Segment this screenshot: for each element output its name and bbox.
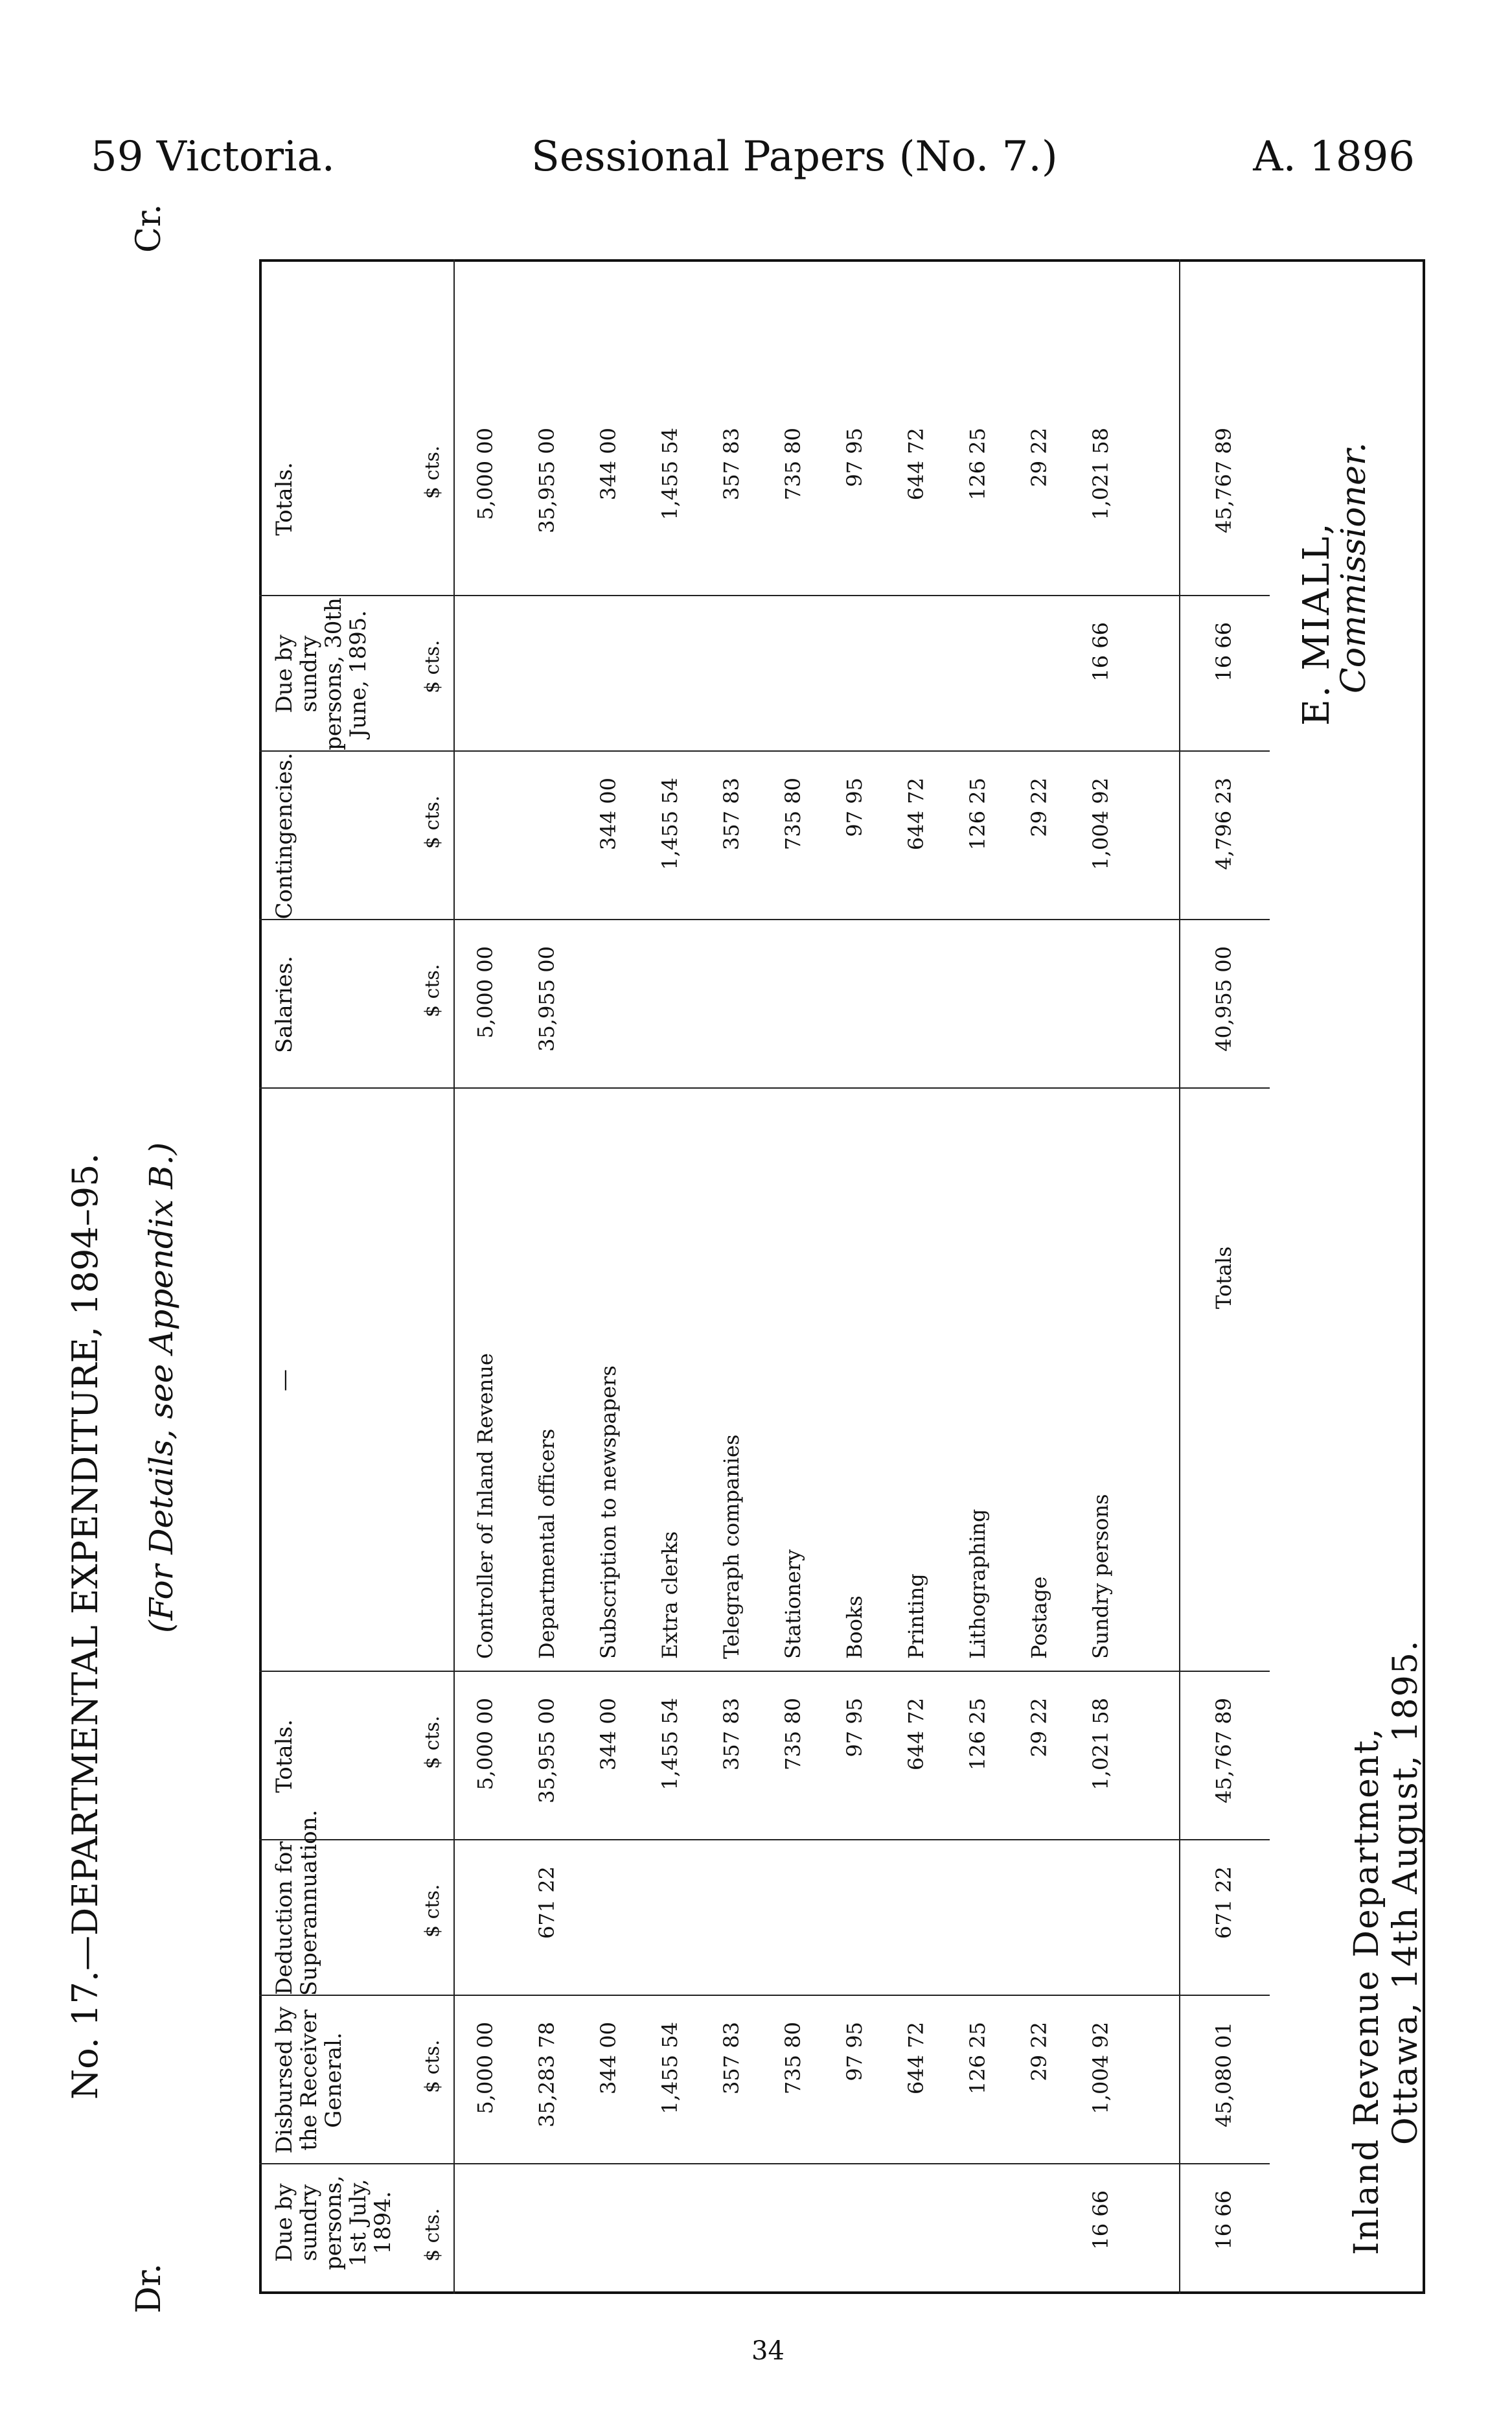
cell-totals-right: 1,021 58	[1088, 428, 1113, 520]
currency-label: $ cts.	[421, 795, 444, 849]
cell-contingencies: 344 00	[596, 778, 621, 850]
column-header-due-1895: Due by sundry persons, 30th June, 1895.	[271, 597, 371, 750]
cell-totals-right: 344 00	[596, 428, 621, 500]
rotated-table-area	[65, 203, 1425, 2313]
cell-contingencies: 126 25	[965, 778, 990, 850]
column-divider	[259, 1839, 1270, 1840]
cell-disbursed: 644 72	[904, 2022, 928, 2094]
cell-contingencies: 644 72	[904, 778, 928, 850]
currency-label: $ cts.	[421, 964, 444, 1017]
cell-disbursed: 357 83	[719, 2022, 744, 2094]
column-header-contingencies: Contingencies.	[271, 752, 297, 920]
cell-disbursed: 1,455 54	[658, 2022, 682, 2114]
cell-totals-right: 5,000 00	[473, 428, 498, 520]
document-subtitle: (For Details, see Appendix B.)	[143, 1142, 180, 1633]
cell-totals-left: 126 25	[965, 1698, 990, 1770]
debit-label: Dr.	[130, 2263, 168, 2313]
cell-disbursed: 1,004 92	[1088, 2022, 1113, 2114]
column-header-deduction: Deduction for Superannuation.	[271, 1809, 322, 1996]
cell-totals-left: 97 95	[842, 1698, 867, 1757]
cell-contingencies: 97 95	[842, 778, 867, 837]
cell-totals-left: 29 22	[1027, 1698, 1051, 1757]
cell-salaries: 5,000 00	[473, 946, 498, 1039]
total-contingencies: 4,796 23	[1211, 778, 1236, 870]
row-description: Departmental officers	[534, 1428, 559, 1659]
cell-totals-right: 644 72	[904, 428, 928, 500]
cell-totals-left: 1,021 58	[1088, 1698, 1113, 1790]
row-description: Telegraph companies	[719, 1434, 744, 1659]
credit-label: Cr.	[130, 203, 168, 253]
column-divider	[259, 1671, 1270, 1672]
total-disbursed: 45,080 01	[1211, 2022, 1236, 2127]
totals-rule	[1179, 259, 1180, 2294]
column-header-salaries: Salaries.	[271, 955, 297, 1054]
column-header-totals-right: Totals.	[271, 462, 297, 536]
department-name: Inland Revenue Department,	[1347, 1727, 1386, 2255]
cell-disbursed: 126 25	[965, 2022, 990, 2094]
column-header-due-1894: Due by sundry persons, 1st July, 1894.	[271, 2175, 396, 2271]
column-divider	[259, 2163, 1270, 2164]
row-description: Printing	[904, 1573, 928, 1659]
currency-label: $ cts.	[421, 2208, 444, 2262]
currency-label: $ cts.	[421, 1884, 444, 1938]
column-divider	[259, 919, 1270, 920]
cell-contingencies: 29 22	[1027, 778, 1051, 837]
cell-totals-right: 29 22	[1027, 428, 1051, 487]
column-header-totals-left: Totals.	[271, 1719, 297, 1793]
cell-disbursed: 97 95	[842, 2022, 867, 2081]
cell-salaries: 35,955 00	[534, 946, 559, 1052]
row-description: Lithographing	[965, 1509, 990, 1659]
cell-totals-left: 344 00	[596, 1698, 621, 1770]
cell-totals-right: 126 25	[965, 428, 990, 500]
cell-totals-left: 35,955 00	[534, 1698, 559, 1803]
currency-label: $ cts.	[421, 1715, 444, 1769]
cell-totals-right: 735 80	[781, 428, 805, 500]
currency-label: $ cts.	[421, 2039, 444, 2093]
signature-title: Commissioner.	[1334, 442, 1373, 693]
place-date: Ottawa, 14th August, 1895.	[1386, 1639, 1425, 2145]
row-description: Sundry persons	[1088, 1494, 1113, 1659]
total-deduction: 671 22	[1211, 1866, 1236, 1939]
cell-contingencies: 735 80	[781, 778, 805, 850]
row-description: Books	[842, 1595, 867, 1659]
currency-label: $ cts.	[421, 445, 444, 499]
cell-disbursed: 735 80	[781, 2022, 805, 2094]
cell-disbursed: 344 00	[596, 2022, 621, 2094]
row-description: Controller of Inland Revenue	[473, 1353, 498, 1659]
cell-totals-left: 1,455 54	[658, 1698, 682, 1790]
signature-name: E. MIALL,	[1296, 521, 1338, 726]
cell-disbursed: 5,000 00	[473, 2022, 498, 2114]
cell-totals-right: 35,955 00	[534, 428, 559, 533]
row-description: Subscription to newspapers	[596, 1365, 621, 1659]
column-divider	[259, 1087, 1270, 1089]
column-header-disbursed: Disbursed by the Receiver General.	[271, 2006, 347, 2154]
cell-contingencies: 357 83	[719, 778, 744, 850]
header-year: A. 1896	[1253, 133, 1415, 181]
total-due-1895: 16 66	[1211, 622, 1236, 682]
currency-label: $ cts.	[421, 640, 444, 693]
row-description: Postage	[1027, 1576, 1051, 1659]
cell-totals-right: 357 83	[719, 428, 744, 500]
cell-contingencies: 1,455 54	[658, 778, 682, 870]
total-due-1894: 16 66	[1211, 2190, 1236, 2250]
cell-totals-right: 1,455 54	[658, 428, 682, 520]
header-session: 59 Victoria.	[91, 133, 335, 181]
column-divider	[259, 595, 1270, 596]
total-totals-left: 45,767 89	[1211, 1698, 1236, 1803]
column-divider	[259, 1995, 1270, 1996]
totals-label: Totals	[1211, 1246, 1236, 1309]
total-totals-right: 45,767 89	[1211, 428, 1236, 533]
document-title: No. 17.—DEPARTMENTAL EXPENDITURE, 1894–95.	[65, 1153, 106, 2100]
header-title: Sessional Papers (No. 7.)	[531, 133, 1058, 181]
cell-disbursed: 29 22	[1027, 2022, 1051, 2081]
header-rule	[453, 259, 455, 2294]
cell-contingencies: 1,004 92	[1088, 778, 1113, 870]
cell-totals-left: 5,000 00	[473, 1698, 498, 1790]
cell-due-1895: 16 66	[1088, 622, 1113, 682]
row-description: Extra clerks	[658, 1531, 682, 1659]
total-salaries: 40,955 00	[1211, 946, 1236, 1052]
row-description: Stationery	[781, 1549, 805, 1659]
cell-totals-right: 97 95	[842, 428, 867, 487]
cell-disbursed: 35,283 78	[534, 2022, 559, 2127]
cell-totals-left: 644 72	[904, 1698, 928, 1770]
column-header-desc: —	[271, 1369, 297, 1391]
cell-due-1894: 16 66	[1088, 2190, 1113, 2250]
page-number: 34	[751, 2336, 785, 2366]
column-divider	[259, 750, 1270, 752]
cell-totals-left: 735 80	[781, 1698, 805, 1770]
cell-deduction: 671 22	[534, 1866, 559, 1939]
cell-totals-left: 357 83	[719, 1698, 744, 1770]
